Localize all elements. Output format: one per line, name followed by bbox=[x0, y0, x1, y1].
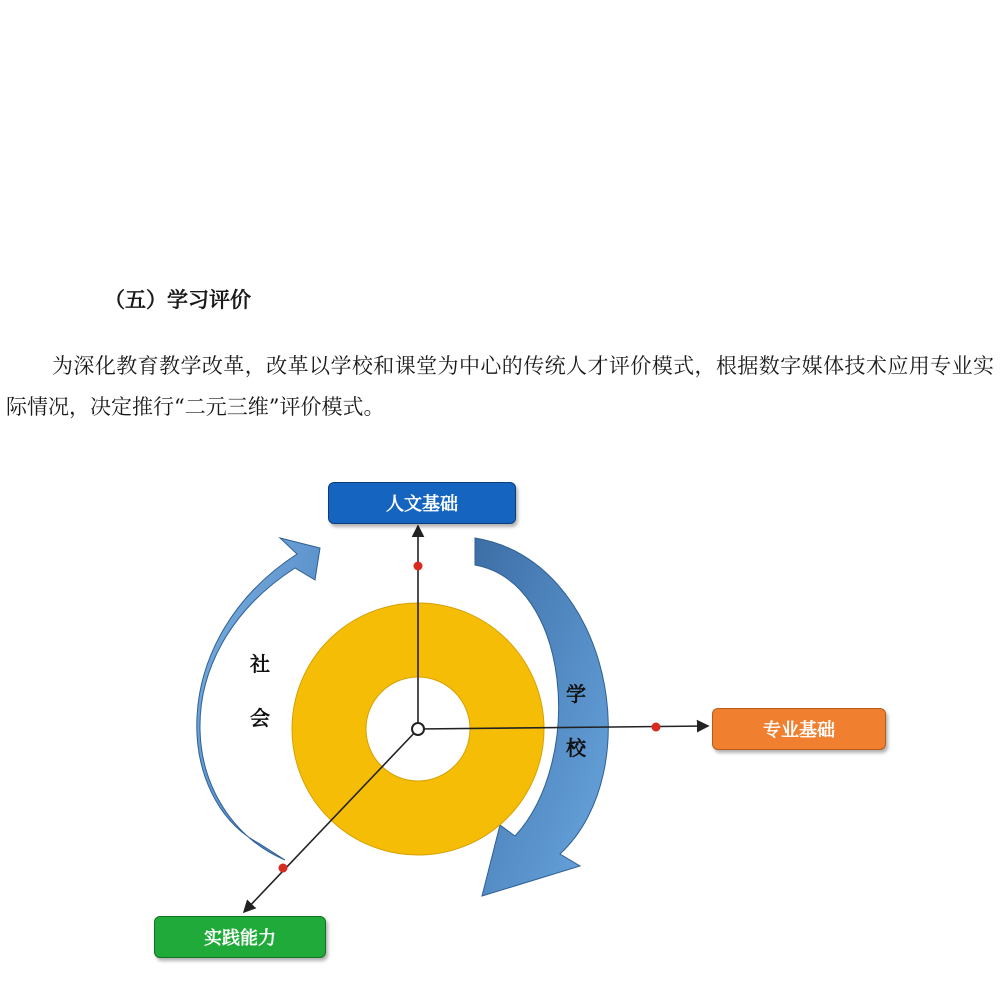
axis-origin bbox=[412, 723, 424, 735]
label-society-char-2: 会 bbox=[250, 706, 270, 730]
label-humanities-foundation: 人文基础 bbox=[328, 482, 516, 524]
label-practical-ability: 实践能力 bbox=[154, 916, 326, 958]
evaluation-model-figure bbox=[0, 470, 1000, 1000]
axis-dot-humanities bbox=[414, 562, 423, 571]
evaluation-paragraph: 为深化教育教学改革，改革以学校和课堂为中心的传统人才评价模式，根据数字媒体技术应用专业实际情况，决定推行“二元三维”评价模式。 bbox=[6, 354, 994, 419]
section-heading: （五）学习评价 bbox=[104, 287, 251, 312]
label-society-char-1: 社 bbox=[250, 652, 270, 676]
label-school-char-1: 学 bbox=[566, 682, 586, 706]
axis-dot-professional bbox=[652, 723, 661, 732]
axis-dot-practice bbox=[279, 864, 288, 873]
label-school-char-2: 校 bbox=[566, 736, 586, 760]
label-professional-foundation: 专业基础 bbox=[712, 708, 886, 750]
